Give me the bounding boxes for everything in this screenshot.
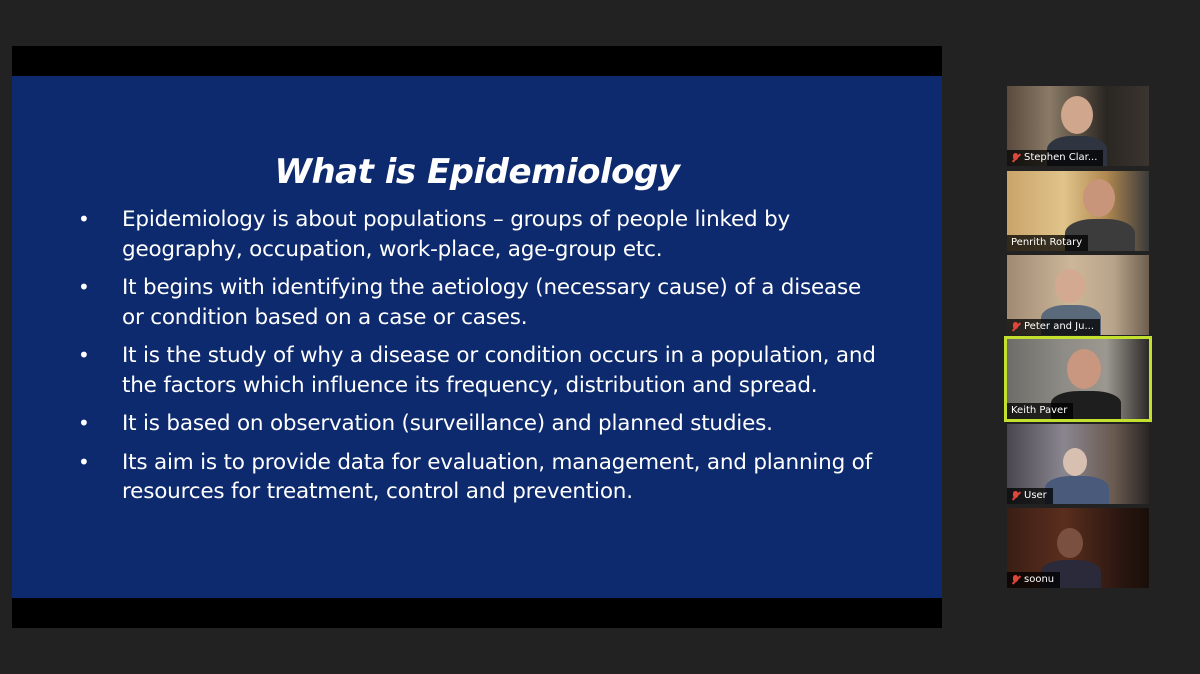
participant-name: soonu	[1024, 574, 1055, 585]
slide-bullet-list	[78, 205, 878, 516]
participant-name-bar	[1007, 403, 1073, 419]
bullet-text: Epidemiology is about populations – groups of people linked by geography, occupation, work-place, age-group etc.	[122, 207, 791, 262]
bullet-text: It begins with identifying the aetiology (necessary cause) of a disease or condition based on a case or cases.	[122, 275, 862, 330]
participant-name: User	[1024, 490, 1047, 501]
muted-microphone-icon	[1011, 322, 1020, 332]
slide-bullet	[78, 205, 878, 264]
slide-bullet	[78, 448, 878, 507]
participant-name: Keith Paver	[1011, 405, 1068, 416]
participant-tile[interactable]	[1007, 255, 1149, 335]
bullet-glyph: •	[78, 207, 90, 231]
screen-share-area	[12, 46, 942, 628]
participant-name-bar	[1007, 235, 1088, 251]
participant-name-bar	[1007, 319, 1100, 335]
bullet-text: Its aim is to provide data for evaluation, management, and planning of resources for treatment, control and prevention.	[122, 449, 872, 504]
participant-name: Penrith Rotary	[1011, 237, 1083, 248]
bullet-text: It is the study of why a disease or condition occurs in a population, and the factors which influence its frequency, distribution and spread.	[122, 343, 876, 398]
bullet-text: It is based on observation (surveillance) and planned studies.	[122, 411, 773, 436]
participant-tile[interactable]	[1007, 424, 1149, 504]
participant-tile-active-speaker[interactable]	[1007, 339, 1149, 419]
bullet-glyph: •	[78, 275, 90, 299]
participant-name-bar	[1007, 488, 1053, 504]
participant-name: Peter and Ju...	[1024, 321, 1095, 332]
participant-name-bar	[1007, 572, 1060, 588]
slide-bullet	[78, 273, 878, 332]
participant-tile[interactable]	[1007, 508, 1149, 588]
presentation-slide	[12, 76, 942, 598]
participant-name-bar	[1007, 150, 1103, 166]
participant-tile[interactable]	[1007, 171, 1149, 251]
slide-bullet	[78, 341, 878, 400]
muted-microphone-icon	[1011, 153, 1020, 163]
bullet-glyph: •	[78, 343, 90, 367]
participant-tile[interactable]	[1007, 86, 1149, 166]
muted-microphone-icon	[1011, 491, 1020, 501]
participant-video-figure	[1045, 444, 1109, 504]
participant-name: Stephen Clar...	[1024, 152, 1098, 163]
slide-title: What is Epidemiology	[274, 152, 680, 192]
slide-bullet	[78, 409, 878, 439]
muted-microphone-icon	[1011, 575, 1020, 585]
bullet-glyph: •	[78, 449, 90, 474]
bullet-glyph: •	[78, 411, 90, 435]
